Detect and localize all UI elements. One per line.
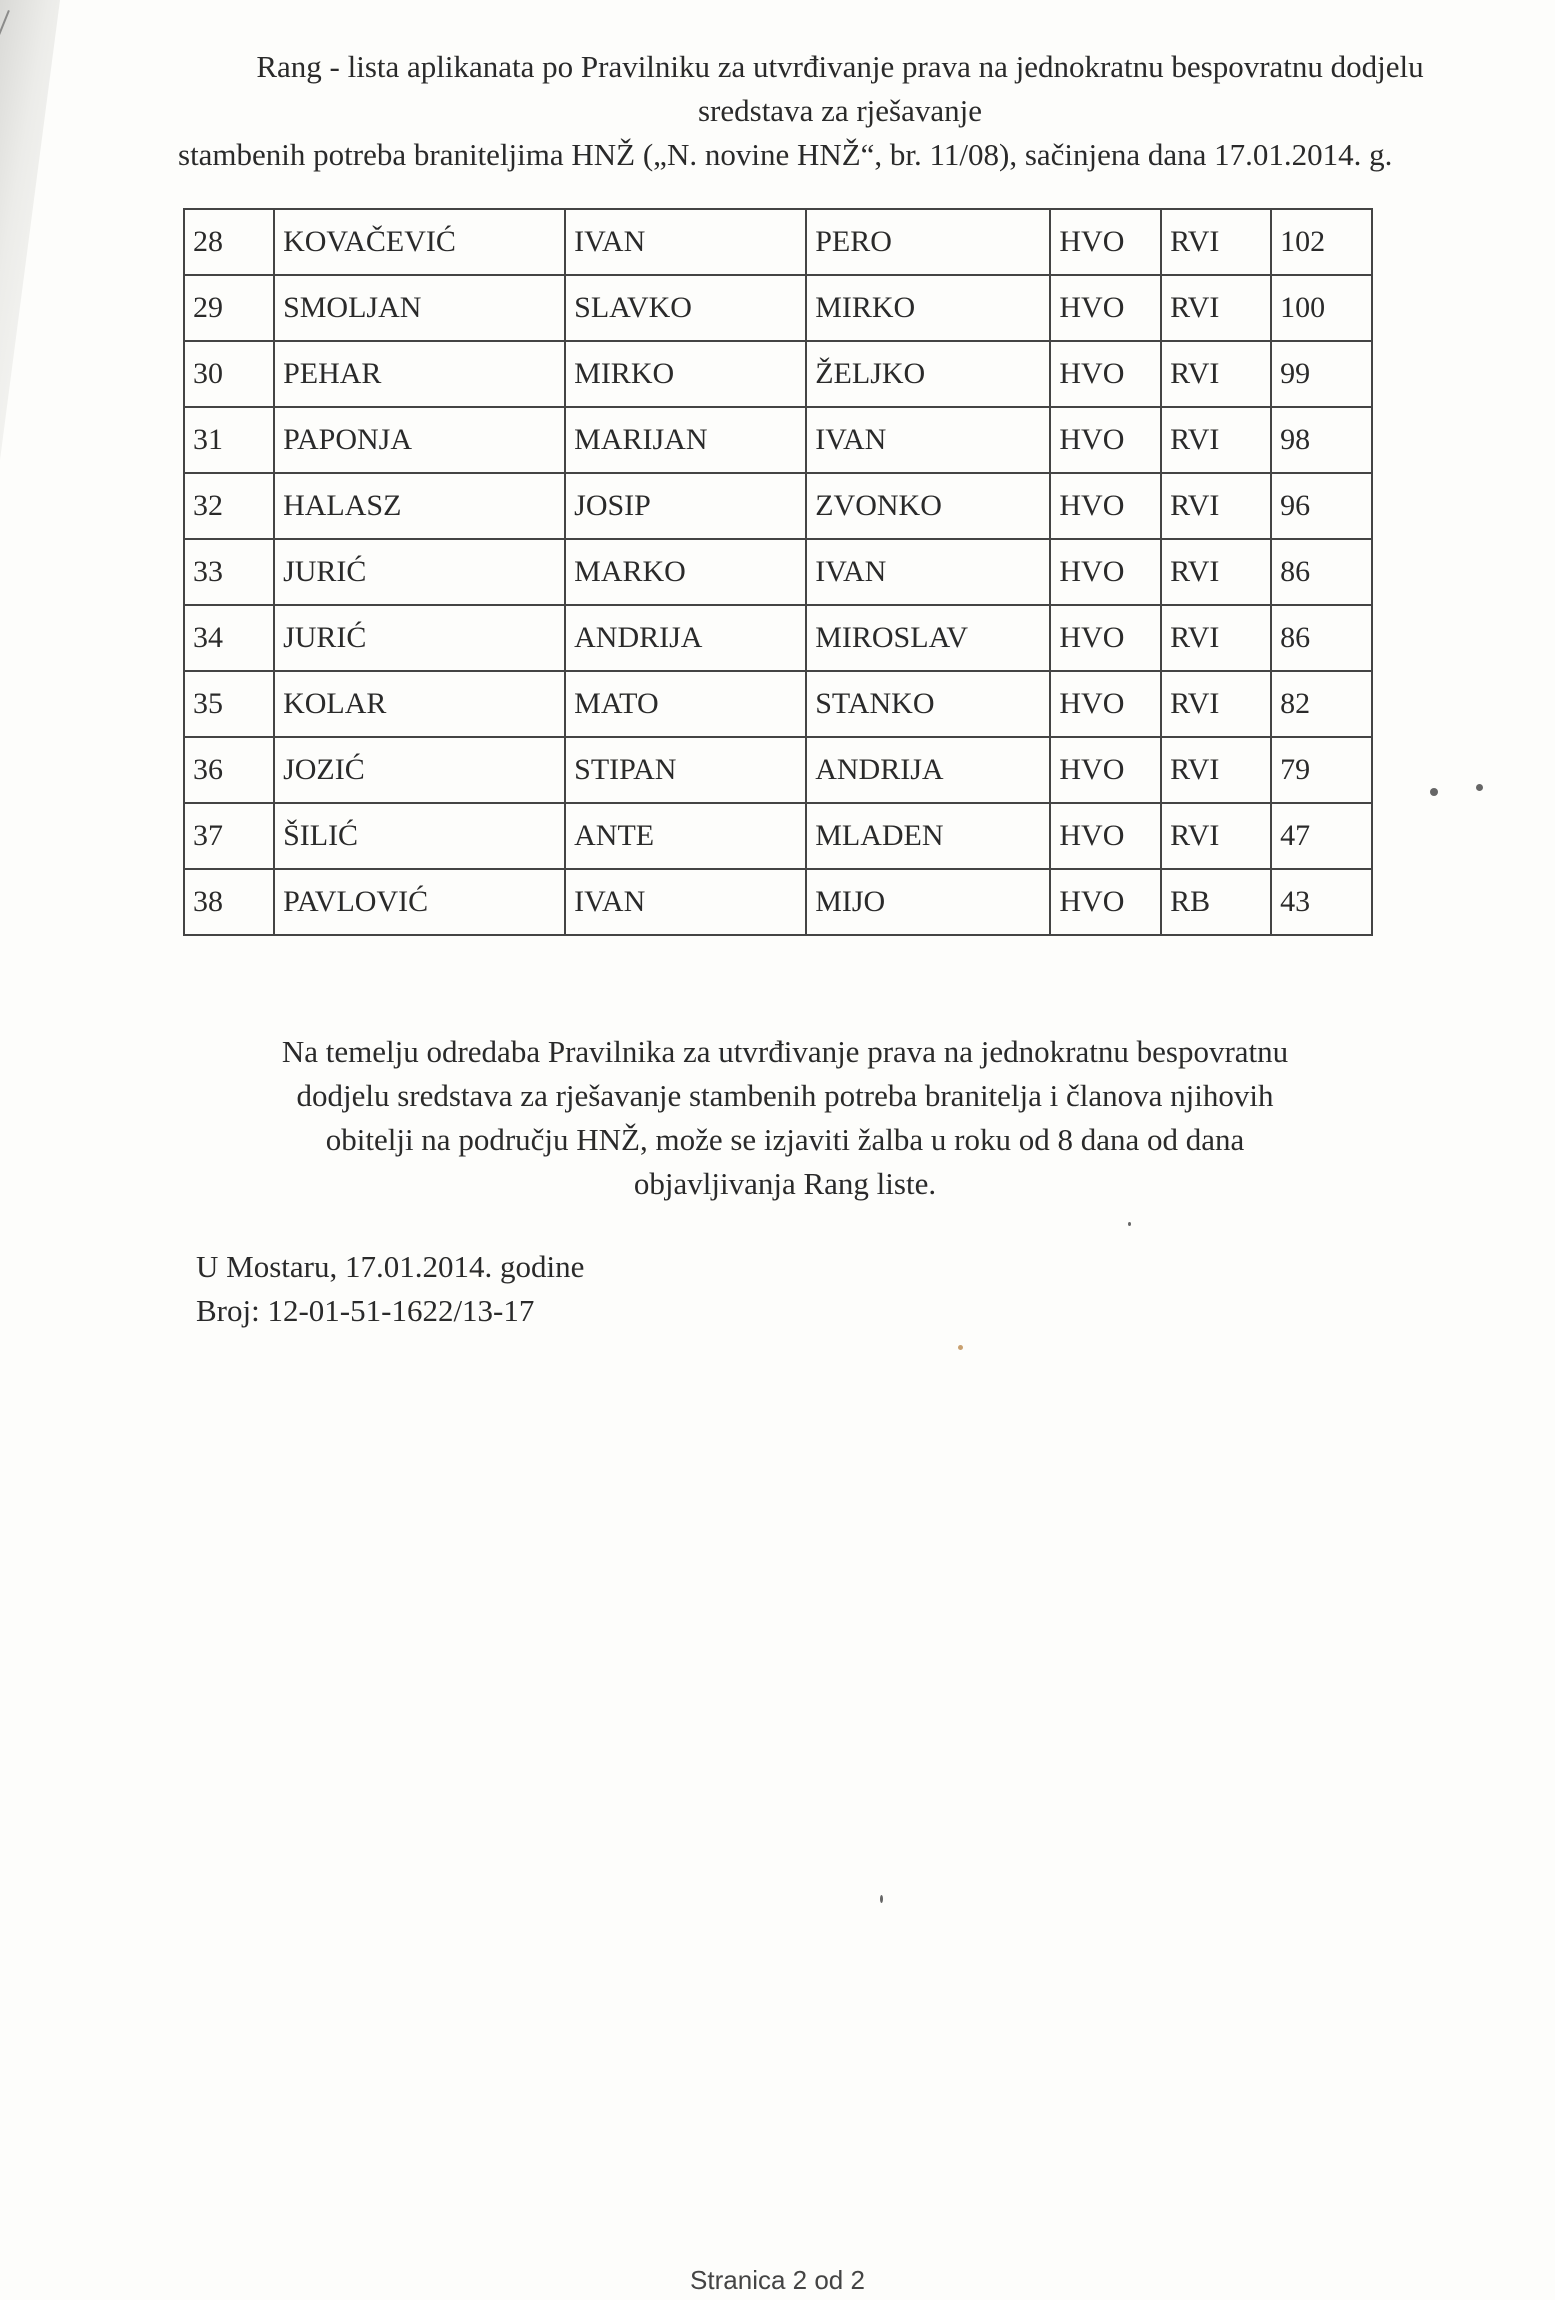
first-name-cell: SLAVKO: [565, 275, 806, 341]
category-cell: RVI: [1161, 737, 1271, 803]
surname-cell: KOLAR: [274, 671, 565, 737]
document-header: [170, 45, 1510, 177]
category-cell: RVI: [1161, 473, 1271, 539]
father-name-cell: MLADEN: [806, 803, 1050, 869]
rank-number-cell: 33: [184, 539, 274, 605]
first-name-cell: MATO: [565, 671, 806, 737]
header-line-3: stambenih potreba braniteljima HNŽ („N. novine HNŽ“, br. 11/08), sačinjena dana 17.01.2014. g.: [178, 137, 1393, 172]
document-number: Broj: 12-01-51-1622/13-17: [196, 1293, 535, 1328]
notice-line-1: Na temelju odredaba Pravilnika za utvrđivanje prava na jednokratnu bespovratnu: [281, 1034, 1289, 1069]
surname-cell: JOZIĆ: [274, 737, 565, 803]
unit-cell: HVO: [1050, 341, 1161, 407]
table-row: [184, 869, 1372, 935]
first-name-cell: ANTE: [565, 803, 806, 869]
header-line-2: sredstava za rješavanje: [697, 93, 982, 128]
father-name-cell: MIJO: [806, 869, 1050, 935]
scan-speck: [958, 1345, 963, 1350]
rank-number-cell: 32: [184, 473, 274, 539]
table-row: [184, 737, 1372, 803]
table-row: [184, 605, 1372, 671]
rank-number-cell: 37: [184, 803, 274, 869]
father-name-cell: IVAN: [806, 539, 1050, 605]
appeal-notice: [220, 1030, 1350, 1206]
father-name-cell: STANKO: [806, 671, 1050, 737]
unit-cell: HVO: [1050, 209, 1161, 275]
rank-table: [183, 208, 1373, 936]
category-cell: RVI: [1161, 803, 1271, 869]
notice-line-2: dodjelu sredstava za rješavanje stambenih potreba branitelja i članova njihovih: [296, 1078, 1274, 1113]
rank-number-cell: 31: [184, 407, 274, 473]
scan-speck: [1128, 1222, 1131, 1226]
unit-cell: HVO: [1050, 605, 1161, 671]
scan-page-fold: [0, 0, 60, 460]
scan-speck: [1476, 784, 1483, 791]
table-row: [184, 803, 1372, 869]
notice-line-4: objavljivanja Rang liste.: [633, 1166, 937, 1201]
table-row: [184, 407, 1372, 473]
unit-cell: HVO: [1050, 473, 1161, 539]
category-cell: RVI: [1161, 671, 1271, 737]
rank-number-cell: 38: [184, 869, 274, 935]
rank-number-cell: 35: [184, 671, 274, 737]
points-cell: 86: [1271, 605, 1372, 671]
unit-cell: HVO: [1050, 539, 1161, 605]
rank-number-cell: 36: [184, 737, 274, 803]
first-name-cell: ANDRIJA: [565, 605, 806, 671]
points-cell: 98: [1271, 407, 1372, 473]
surname-cell: PEHAR: [274, 341, 565, 407]
first-name-cell: STIPAN: [565, 737, 806, 803]
points-cell: 47: [1271, 803, 1372, 869]
father-name-cell: ŽELJKO: [806, 341, 1050, 407]
points-cell: 102: [1271, 209, 1372, 275]
father-name-cell: MIROSLAV: [806, 605, 1050, 671]
points-cell: 86: [1271, 539, 1372, 605]
table-row: [184, 275, 1372, 341]
category-cell: RVI: [1161, 209, 1271, 275]
unit-cell: HVO: [1050, 869, 1161, 935]
unit-cell: HVO: [1050, 671, 1161, 737]
points-cell: 79: [1271, 737, 1372, 803]
category-cell: RVI: [1161, 341, 1271, 407]
surname-cell: JURIĆ: [274, 539, 565, 605]
father-name-cell: IVAN: [806, 407, 1050, 473]
points-cell: 43: [1271, 869, 1372, 935]
table-row: [184, 473, 1372, 539]
unit-cell: HVO: [1050, 407, 1161, 473]
notice-line-3: obitelji na području HNŽ, može se izjaviti žalba u roku od 8 dana od dana: [325, 1122, 1245, 1157]
unit-cell: HVO: [1050, 803, 1161, 869]
scan-speck: [1430, 788, 1438, 796]
table-row: [184, 209, 1372, 275]
surname-cell: SMOLJAN: [274, 275, 565, 341]
points-cell: 82: [1271, 671, 1372, 737]
scan-speck: [880, 1895, 883, 1903]
points-cell: 99: [1271, 341, 1372, 407]
father-name-cell: ANDRIJA: [806, 737, 1050, 803]
category-cell: RVI: [1161, 275, 1271, 341]
first-name-cell: JOSIP: [565, 473, 806, 539]
table-row: [184, 539, 1372, 605]
place-date: U Mostaru, 17.01.2014. godine: [196, 1249, 585, 1284]
category-cell: RVI: [1161, 539, 1271, 605]
unit-cell: HVO: [1050, 737, 1161, 803]
rank-table-body: [184, 209, 1372, 935]
surname-cell: JURIĆ: [274, 605, 565, 671]
rank-number-cell: 34: [184, 605, 274, 671]
first-name-cell: MARIJAN: [565, 407, 806, 473]
table-row: [184, 341, 1372, 407]
rank-number-cell: 30: [184, 341, 274, 407]
father-name-cell: MIRKO: [806, 275, 1050, 341]
header-line-1: Rang - lista aplikanata po Pravilniku za utvrđivanje prava na jednokratnu bespovratnu dodjelu: [256, 49, 1424, 84]
page-footer: Stranica 2 od 2: [690, 2265, 865, 2295]
surname-cell: HALASZ: [274, 473, 565, 539]
points-cell: 100: [1271, 275, 1372, 341]
table-row: [184, 671, 1372, 737]
category-cell: RVI: [1161, 605, 1271, 671]
points-cell: 96: [1271, 473, 1372, 539]
category-cell: RVI: [1161, 407, 1271, 473]
rank-number-cell: 29: [184, 275, 274, 341]
unit-cell: HVO: [1050, 275, 1161, 341]
surname-cell: KOVAČEVIĆ: [274, 209, 565, 275]
category-cell: RB: [1161, 869, 1271, 935]
father-name-cell: ZVONKO: [806, 473, 1050, 539]
first-name-cell: IVAN: [565, 209, 806, 275]
surname-cell: ŠILIĆ: [274, 803, 565, 869]
father-name-cell: PERO: [806, 209, 1050, 275]
first-name-cell: IVAN: [565, 869, 806, 935]
first-name-cell: MIRKO: [565, 341, 806, 407]
place-and-number: [196, 1245, 584, 1333]
surname-cell: PAPONJA: [274, 407, 565, 473]
surname-cell: PAVLOVIĆ: [274, 869, 565, 935]
first-name-cell: MARKO: [565, 539, 806, 605]
rank-number-cell: 28: [184, 209, 274, 275]
